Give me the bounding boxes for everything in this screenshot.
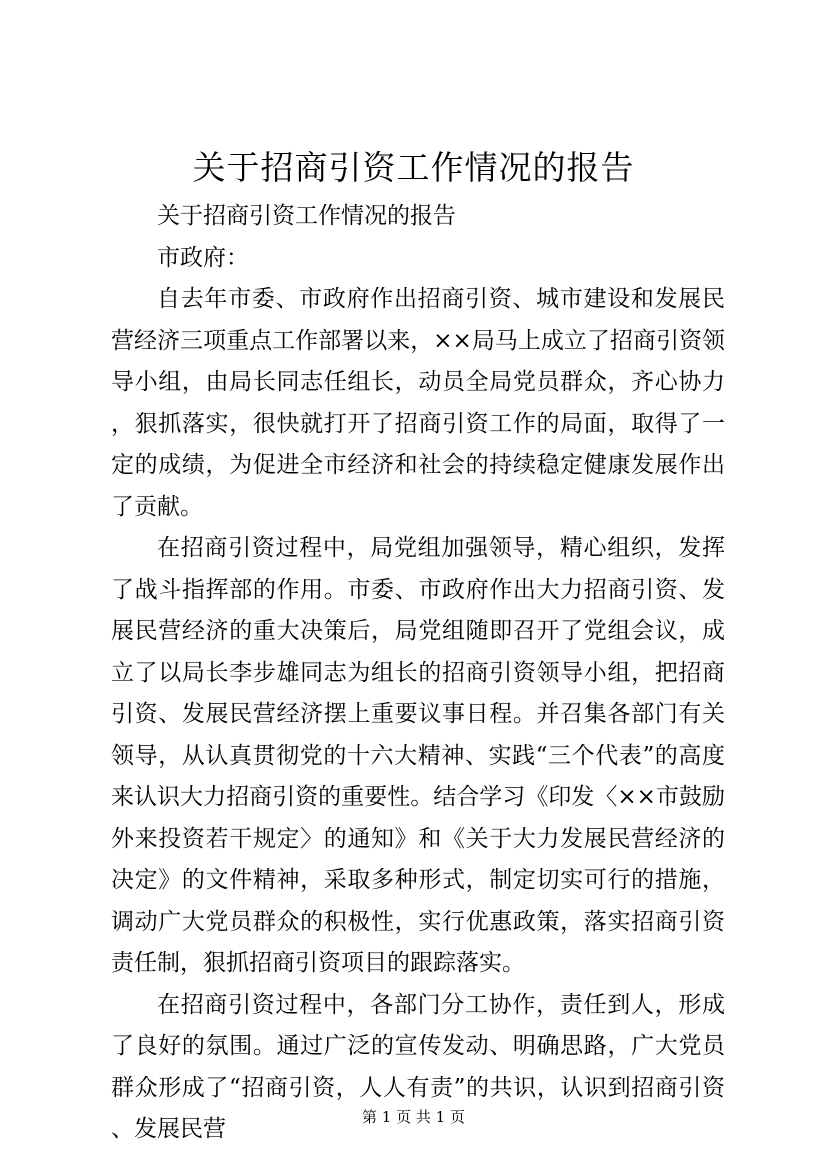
- body-paragraph: 在招商引资过程中，局党组加强领导，精心组织，发挥了战斗指挥部的作用。市委、市政府作出大力招商引资、发展民营经济的重大决策后，局党组随即召开了党组会议，成立了以局长李步雄同志为组长的招商引资领导小组，把招商引资、发展民营经济摆上重要议事日程。并召集各部门有关领导，从认真贯彻党的十六大精神、实践“三个代表”的高度来认识大力招商引资的重要性。结合学习《印发〈××市鼓励外来投资若干规定〉的通知》和《关于大力发展民营经济的决定》的文件精神，采取多种形式，制定切实可行的措施，调动广大党员群众的积极性，实行优惠政策，落实招商引资责任制，狠抓招商引资项目的跟踪落实。: [111, 535, 725, 976]
- body-paragraph: 自去年市委、市政府作出招商引资、城市建设和发展民营经济三项重点工作部署以来，××局马上成立了招商引资领导小组，由局长同志任组长，动员全局党员群众，齐心协力，狠抓落实，很快就打开了招商引资工作的局面，取得了一定的成绩，为促进全市经济和社会的持续稳定健康发展作出了贡献。: [111, 286, 725, 520]
- document-title: 关于招商引资工作情况的报告: [192, 148, 635, 187]
- body-paragraph: 在招商引资过程中，各部门分工协作，责任到人，形成了良好的氛围。通过广泛的宣传发动、明确思路，广大党员群众形成了“招商引资，人人有责”的共识，认识到招商引资、发展民营: [111, 991, 725, 1142]
- body-paragraph-addressee: 市政府：: [157, 244, 249, 271]
- document-body: [111, 196, 725, 1151]
- body-paragraph-subtitle: 关于招商引资工作情况的报告: [157, 203, 456, 229]
- page-number-footer: 第 1 页 共 1 页: [362, 1108, 465, 1126]
